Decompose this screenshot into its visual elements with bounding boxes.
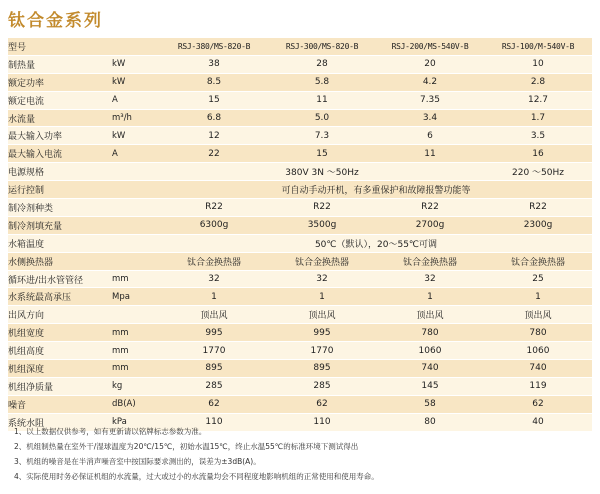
value-cell: 7.35: [376, 91, 484, 109]
value-cell: 32: [376, 270, 484, 288]
merged-cell: 380V 3N ～50Hz: [160, 163, 484, 181]
value-cell: 995: [268, 324, 376, 342]
table-row: [8, 324, 592, 342]
row-unit: [112, 234, 160, 252]
merged-cell: 220 ～50Hz: [484, 163, 592, 181]
value-cell: 62: [484, 395, 592, 413]
table-row: [8, 109, 592, 127]
value-cell: R22: [160, 199, 268, 217]
note-line: 2、机组制热量在室外干/湿球温度为20℃/15℃，初始水温15℃，终止水温55℃的标准环境下测试得出: [14, 442, 359, 451]
value-cell: 3.5: [484, 127, 592, 145]
value-cell: 38: [160, 55, 268, 73]
value-cell: 10: [484, 55, 592, 73]
table-row: [8, 55, 592, 73]
value-cell: 58: [376, 395, 484, 413]
row-unit: mm: [112, 342, 160, 360]
value-cell: 780: [376, 324, 484, 342]
row-label: 制冷剂填充量: [8, 216, 112, 234]
value-cell: 15: [268, 145, 376, 163]
table-row: [8, 91, 592, 109]
value-cell: 110: [160, 413, 268, 431]
value-cell: 895: [268, 360, 376, 378]
row-label: 水箱温度: [8, 234, 112, 252]
table-row: [8, 252, 592, 270]
value-cell: 钛合金换热器: [268, 252, 376, 270]
value-cell: 5.0: [268, 109, 376, 127]
row-label: 水流量: [8, 109, 112, 127]
value-cell: 1060: [376, 342, 484, 360]
row-unit: [112, 181, 160, 199]
value-cell: 25: [484, 270, 592, 288]
row-label: 系统水阻: [8, 413, 112, 431]
value-cell: 780: [484, 324, 592, 342]
model-name: RSJ-100/M-540V-B: [484, 38, 592, 55]
value-cell: 2.8: [484, 73, 592, 91]
header-row: [8, 38, 592, 55]
page-title: 钛合金系列: [8, 11, 103, 31]
row-unit: A: [112, 145, 160, 163]
value-cell: 80: [376, 413, 484, 431]
value-cell: R22: [268, 199, 376, 217]
value-cell: 285: [160, 377, 268, 395]
value-cell: 285: [268, 377, 376, 395]
value-cell: 钛合金换热器: [376, 252, 484, 270]
row-unit: kW: [112, 55, 160, 73]
value-cell: 1: [268, 288, 376, 306]
row-unit: kg: [112, 377, 160, 395]
value-cell: 顶出风: [160, 306, 268, 324]
row-label: 最大输入电流: [8, 145, 112, 163]
value-cell: R22: [376, 199, 484, 217]
value-cell: 顶出风: [268, 306, 376, 324]
table-row: [8, 145, 592, 163]
value-cell: 5.8: [268, 73, 376, 91]
table-row: [8, 342, 592, 360]
row-unit: mm: [112, 360, 160, 378]
value-cell: 6300g: [160, 216, 268, 234]
row-label: 机组高度: [8, 342, 112, 360]
value-cell: 40: [484, 413, 592, 431]
value-cell: 1770: [160, 342, 268, 360]
table-row: [8, 181, 592, 199]
value-cell: 顶出风: [484, 306, 592, 324]
value-cell: 顶出风: [376, 306, 484, 324]
value-cell: 钛合金换热器: [160, 252, 268, 270]
value-cell: 62: [160, 395, 268, 413]
row-label: 电源规格: [8, 163, 112, 181]
value-cell: 1060: [484, 342, 592, 360]
value-cell: 11: [268, 91, 376, 109]
value-cell: 1: [376, 288, 484, 306]
value-cell: 22: [160, 145, 268, 163]
row-unit: mm: [112, 324, 160, 342]
row-label: 额定功率: [8, 73, 112, 91]
merged-cell: 50℃（默认），20～55℃可调: [160, 234, 592, 252]
row-unit: [112, 216, 160, 234]
note-line: 3、机组的噪音是在半消声噪音室中按国际要求测出的，误差为±3dB(A)。: [14, 457, 261, 466]
value-cell: 1: [160, 288, 268, 306]
row-unit: kW: [112, 73, 160, 91]
row-unit: dB(A): [112, 395, 160, 413]
value-cell: 12: [160, 127, 268, 145]
value-cell: 8.5: [160, 73, 268, 91]
row-unit: [112, 306, 160, 324]
row-label: 噪音: [8, 395, 112, 413]
row-label: 型号: [8, 38, 112, 55]
value-cell: 62: [268, 395, 376, 413]
row-label: 循环进/出水管管径: [8, 270, 112, 288]
table-row: [8, 360, 592, 378]
table-row: [8, 163, 592, 181]
notes: [14, 424, 594, 484]
value-cell: 119: [484, 377, 592, 395]
row-label: 出风方向: [8, 306, 112, 324]
value-cell: 3500g: [268, 216, 376, 234]
table-row: [8, 395, 592, 413]
model-name: RSJ-200/MS-540V-B: [376, 38, 484, 55]
value-cell: 2300g: [484, 216, 592, 234]
row-label: 机组深度: [8, 360, 112, 378]
value-cell: 2700g: [376, 216, 484, 234]
row-label: 水侧换热器: [8, 252, 112, 270]
row-unit: mm: [112, 270, 160, 288]
value-cell: 3.4: [376, 109, 484, 127]
note-line: 1、以上数据仅供参考，如有更新请以铭牌标志参数为准。: [14, 427, 207, 436]
value-cell: 740: [376, 360, 484, 378]
row-unit: [112, 252, 160, 270]
row-unit: kPa: [112, 413, 160, 431]
row-unit: [112, 163, 160, 181]
value-cell: 11: [376, 145, 484, 163]
note-line: 4、实际使用时务必保证机组的水流量，过大或过小的水流量均会不同程度地影响机组的正常使用和使用寿命。: [14, 472, 379, 481]
table-row: [8, 288, 592, 306]
value-cell: R22: [484, 199, 592, 217]
row-unit: m³/h: [112, 109, 160, 127]
row-label: 制热量: [8, 55, 112, 73]
row-label: 制冷剂种类: [8, 199, 112, 217]
table-row: [8, 73, 592, 91]
value-cell: 4.2: [376, 73, 484, 91]
model-name: RSJ-300/MS-820-B: [268, 38, 376, 55]
value-cell: 6: [376, 127, 484, 145]
row-unit: [112, 38, 160, 55]
value-cell: 6.8: [160, 109, 268, 127]
table-row: [8, 306, 592, 324]
value-cell: 20: [376, 55, 484, 73]
row-label: 最大输入功率: [8, 127, 112, 145]
spec-table: [8, 38, 592, 432]
table-row: [8, 216, 592, 234]
value-cell: 7.3: [268, 127, 376, 145]
value-cell: 1: [484, 288, 592, 306]
value-cell: 32: [268, 270, 376, 288]
value-cell: 28: [268, 55, 376, 73]
row-unit: [112, 199, 160, 217]
merged-cell: 可自动手动开机，有多重保护和故障报警功能等: [160, 181, 592, 199]
row-unit: A: [112, 91, 160, 109]
value-cell: 1.7: [484, 109, 592, 127]
row-label: 水系统最高承压: [8, 288, 112, 306]
row-unit: Mpa: [112, 288, 160, 306]
value-cell: 钛合金换热器: [484, 252, 592, 270]
table-row: [8, 127, 592, 145]
table-row: [8, 377, 592, 395]
value-cell: 16: [484, 145, 592, 163]
row-label: 机组净质量: [8, 377, 112, 395]
value-cell: 145: [376, 377, 484, 395]
value-cell: 32: [160, 270, 268, 288]
row-unit: kW: [112, 127, 160, 145]
table-row: [8, 234, 592, 252]
row-label: 运行控制: [8, 181, 112, 199]
table-row: [8, 199, 592, 217]
row-label: 机组宽度: [8, 324, 112, 342]
value-cell: 895: [160, 360, 268, 378]
value-cell: 12.7: [484, 91, 592, 109]
value-cell: 995: [160, 324, 268, 342]
table-row: [8, 270, 592, 288]
row-label: 额定电流: [8, 91, 112, 109]
value-cell: 740: [484, 360, 592, 378]
model-name: RSJ-380/MS-820-B: [160, 38, 268, 55]
value-cell: 110: [268, 413, 376, 431]
value-cell: 15: [160, 91, 268, 109]
value-cell: 1770: [268, 342, 376, 360]
